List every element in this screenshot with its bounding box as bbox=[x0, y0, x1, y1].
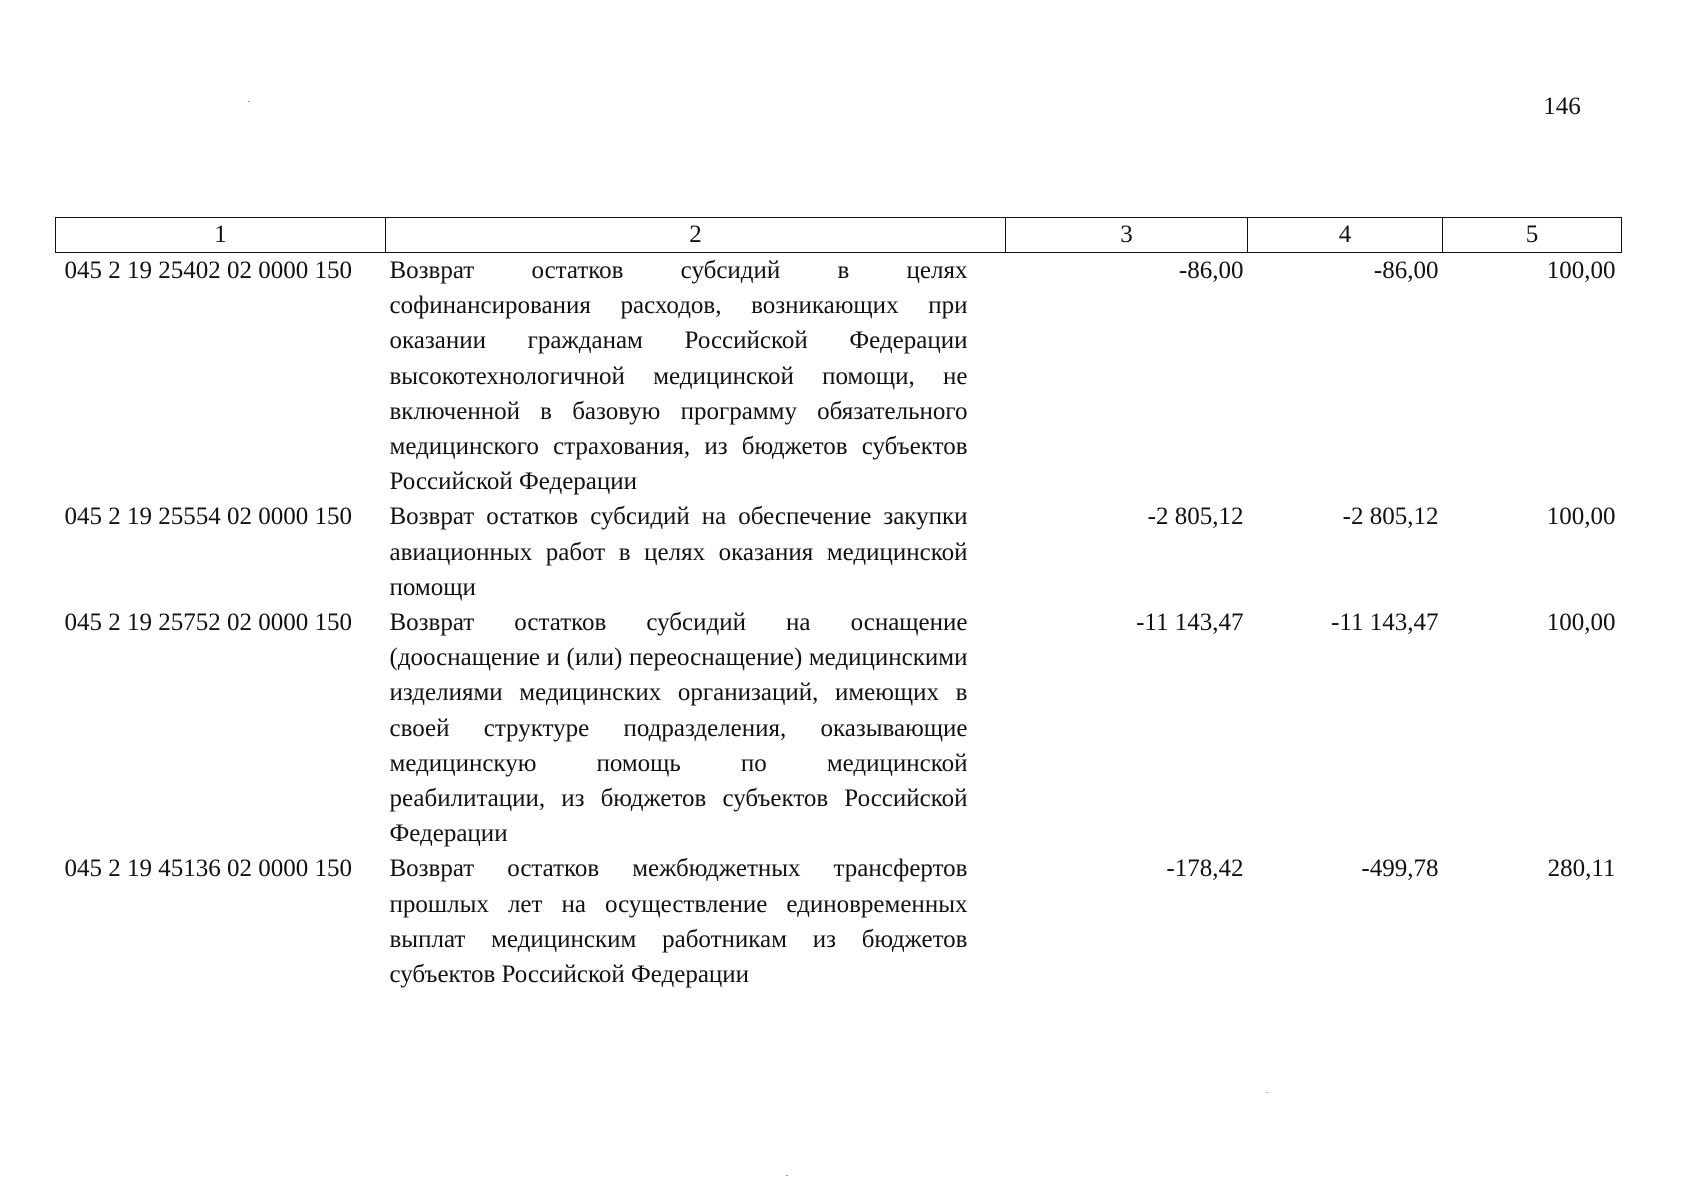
column-header-1: 1 bbox=[56, 218, 386, 253]
table-row bbox=[56, 851, 1622, 992]
value-col4-cell: -11 143,47 bbox=[1331, 609, 1439, 637]
column-header-4: 4 bbox=[1248, 218, 1443, 253]
value-col5-cell: 100,00 bbox=[1546, 257, 1616, 284]
table-row bbox=[56, 253, 1622, 500]
scan-speck bbox=[786, 1175, 788, 1176]
value-col4-cell: -86,00 bbox=[1373, 257, 1439, 284]
description-cell: Возврат остатков субсидий на оснащение (дооснащение и (или) переоснащение) медицинскими изделиями медицинских организаций, имеющих в своей структуре подразделения, оказывающие медицинскую помощь по медицинской реабилитации, из бюджетов субъектов Российской Федерации bbox=[389, 609, 968, 848]
budget-table bbox=[55, 217, 1622, 992]
value-col3-cell: -178,42 bbox=[1166, 855, 1244, 883]
table-row bbox=[56, 499, 1622, 605]
table-header bbox=[56, 218, 1622, 253]
column-header-3: 3 bbox=[1006, 218, 1248, 253]
value-col3-cell: -2 805,12 bbox=[1147, 503, 1244, 531]
budget-code-cell: 045 2 19 25752 02 0000 150 bbox=[64, 609, 352, 637]
column-header-2: 2 bbox=[386, 218, 1006, 253]
description-cell: Возврат остатков межбюджетных трансфертов прошлых лет на осуществление единовременных выплат медицинским работникам из бюджетов субъектов Российской Федерации bbox=[389, 855, 968, 989]
value-col5-cell: 280,11 bbox=[1547, 855, 1616, 883]
value-col3-cell: -11 143,47 bbox=[1136, 609, 1244, 637]
description-cell: Возврат остатков субсидий на обеспечение закупки авиационных работ в целях оказания медицинской помощи bbox=[389, 503, 968, 601]
scan-speck bbox=[248, 101, 250, 102]
table-body bbox=[56, 253, 1622, 993]
value-col5-cell: 100,00 bbox=[1546, 503, 1616, 531]
column-header-5: 5 bbox=[1443, 218, 1622, 253]
page-number: 146 bbox=[1543, 93, 1581, 120]
value-col5-cell: 100,00 bbox=[1546, 609, 1616, 637]
value-col4-cell: -499,78 bbox=[1361, 855, 1439, 883]
scan-speck bbox=[1266, 1092, 1268, 1093]
value-col4-cell: -2 805,12 bbox=[1342, 503, 1439, 531]
header-row bbox=[56, 218, 1622, 253]
description-cell: Возврат остатков субсидий в целях софинансирования расходов, возникающих при оказании гражданам Российской Федерации высокотехнологичной медицинской помощи, не включенной в базовую программу обязательного медицинского страхования, из бюджетов субъектов Российской Федерации bbox=[389, 257, 968, 496]
budget-code-cell: 045 2 19 25554 02 0000 150 bbox=[64, 503, 352, 531]
budget-code-cell: 045 2 19 25402 02 0000 150 bbox=[64, 257, 352, 284]
table-row bbox=[56, 605, 1622, 851]
value-col3-cell: -86,00 bbox=[1178, 257, 1244, 284]
budget-code-cell: 045 2 19 45136 02 0000 150 bbox=[64, 855, 352, 883]
